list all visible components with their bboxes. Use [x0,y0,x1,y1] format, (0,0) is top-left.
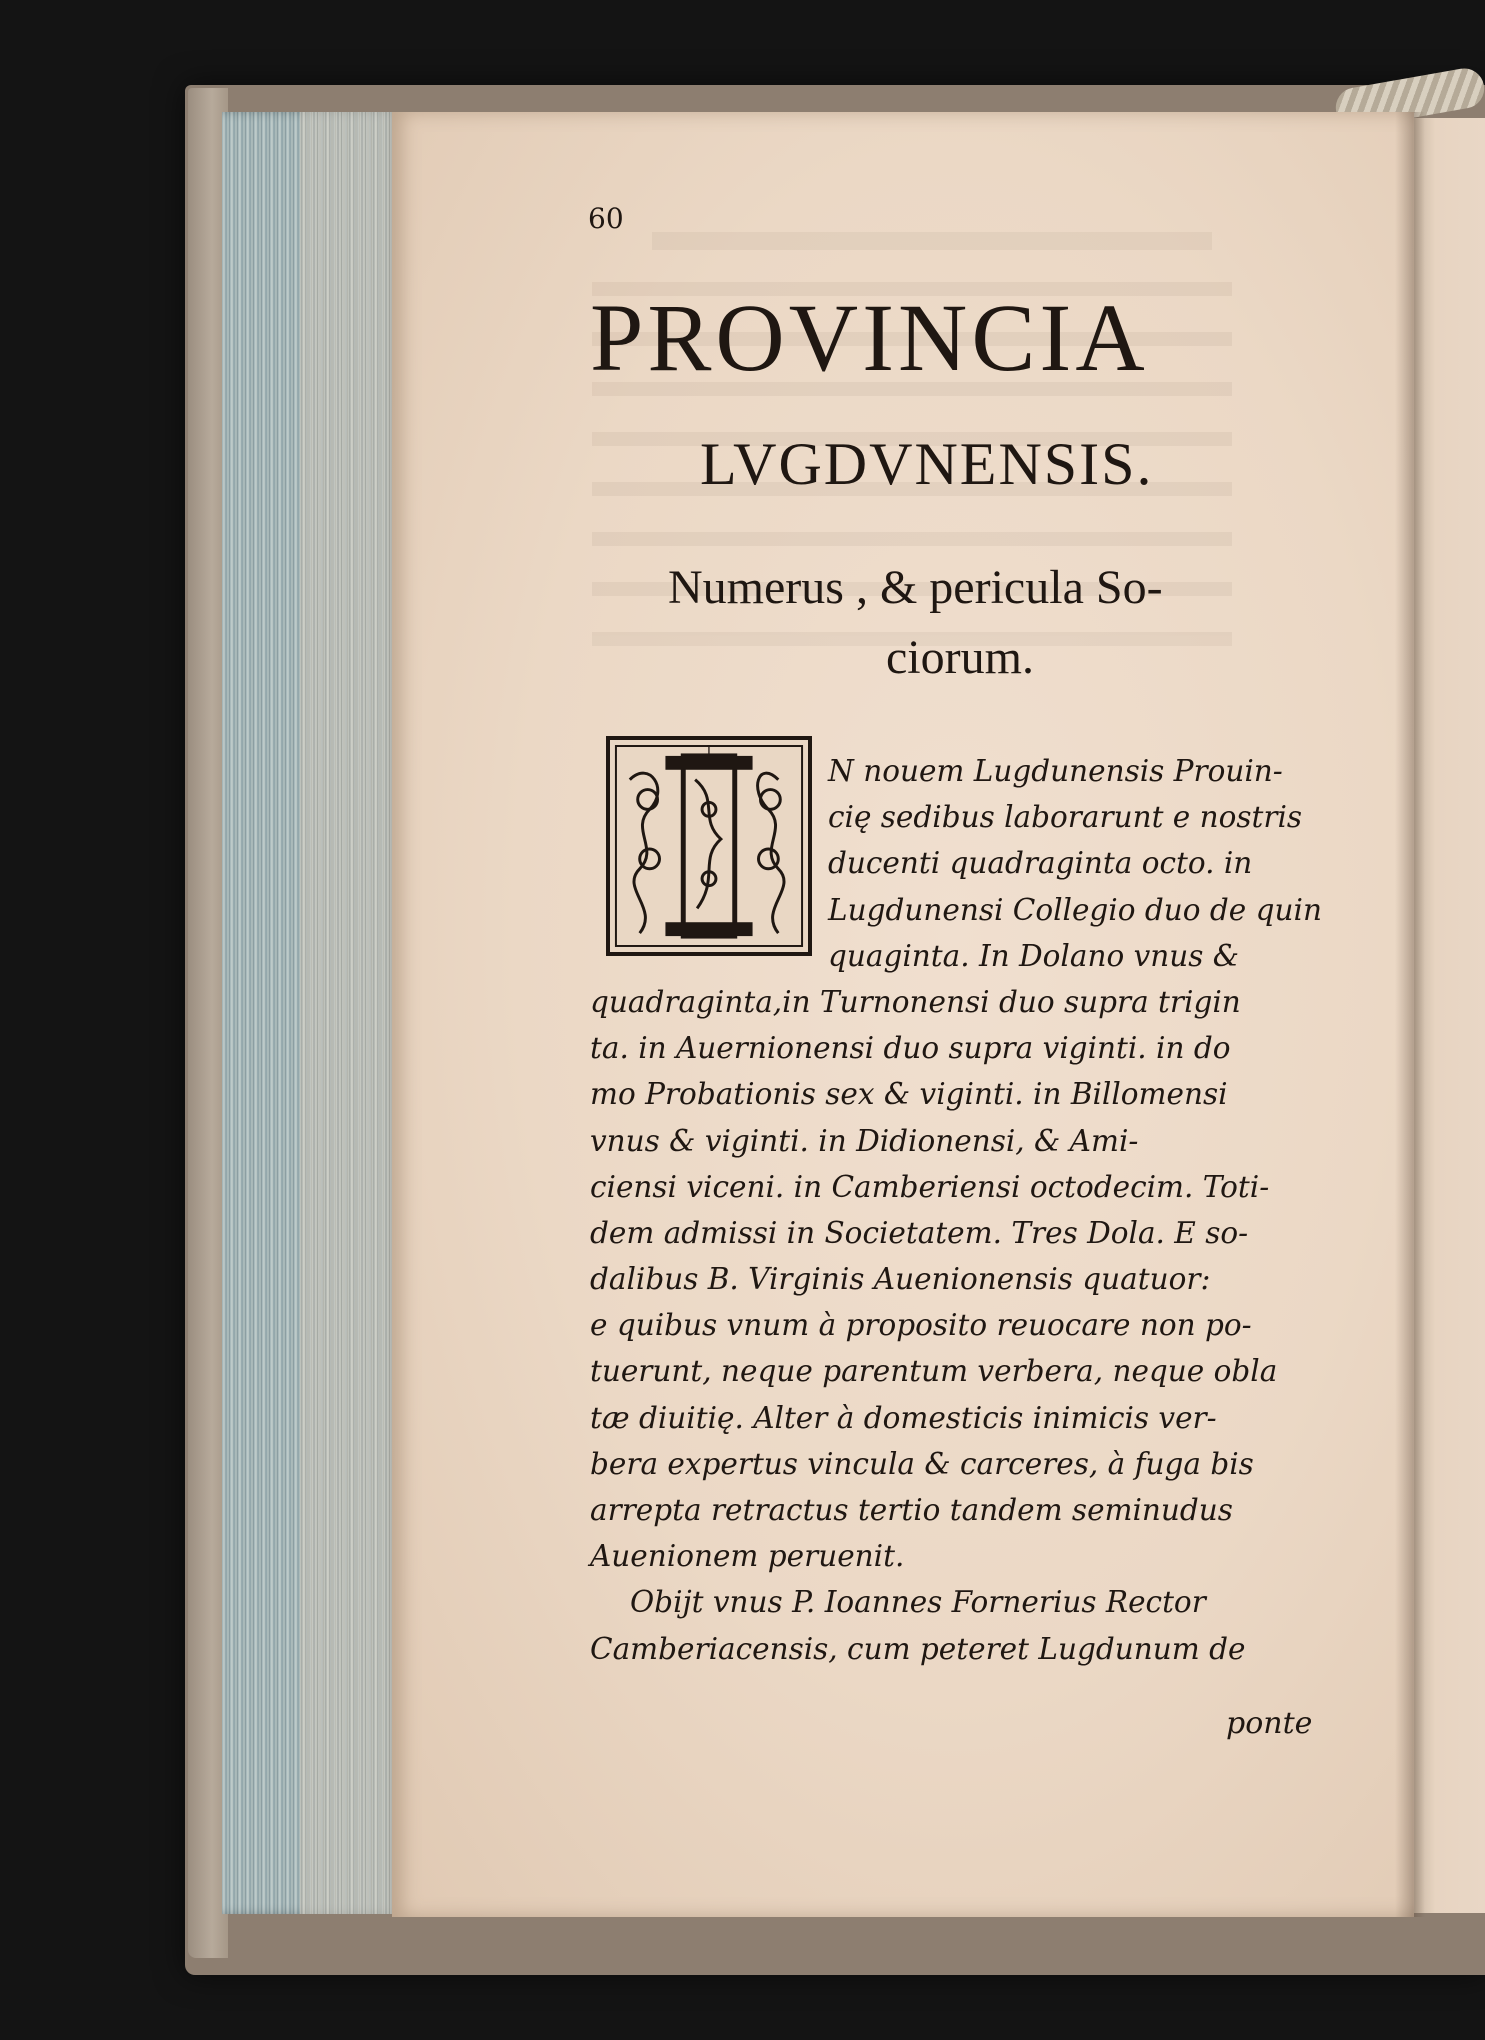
catchword: ponte [1226,1706,1313,1741]
text-line: mo Probationis sex & viginti. in Billomensi [590,1077,1228,1112]
text-line: Auenionem peruenit. [590,1539,905,1574]
page-subtitle: LVGDVNENSIS. [700,431,1154,497]
text-line: Obijt vnus P. Ioannes Fornerius Rector [630,1585,1206,1620]
text-line: dem admissi in Societatem. Tres Dola. E so- [590,1215,1249,1250]
text-line: quadraginta,in Turnonensi duo supra trigin [590,984,1241,1019]
text-line: quaginta. In Dolano vnus & [828,938,1240,973]
text-line: arrepta retractus tertio tandem seminudus [590,1493,1233,1527]
page-stack-shading [300,112,400,1914]
text-line: vnus & viginti. in Didionensi, & Ami- [590,1123,1139,1158]
text-line: N nouem Lugdunensis Prouin- [828,754,1283,788]
text-line: Lugdunensi Collegio duo de quin [828,892,1322,927]
body-text [590,748,1390,1672]
text-line: cię sedibus laborarunt e nostris [828,800,1303,835]
text-line: bera expertus vincula & carceres, à fuga bis [590,1446,1254,1481]
text-line: e quibus vnum à proposito reuocare non po- [590,1308,1252,1343]
text-line: tuerunt, neque parentum verbera, neque obla [590,1354,1278,1389]
text-line: dalibus B. Virginis Auenionensis quatuor: [590,1262,1211,1297]
page-number: 60 [588,202,624,235]
section-heading-line-2: ciorum. [886,631,1034,684]
text-line: ducenti quadraginta octo. in [828,846,1253,881]
text-line: ciensi viceni. in Camberiensi octodecim. Toti- [590,1169,1270,1204]
text-line: tæ diuitię. Alter à domesticis inimicis ver- [590,1400,1217,1435]
page-title: PROVINCIA [590,284,1149,391]
gutter-shadow [1395,112,1425,1917]
initial-letter: I [706,741,712,757]
text-line: Camberiacensis, cum peteret Lugdunum de [590,1631,1246,1666]
section-heading-line-1: Numerus , & pericula So- [668,561,1163,614]
text-line: ta. in Auernionensi duo supra viginti. in do [590,1031,1231,1066]
